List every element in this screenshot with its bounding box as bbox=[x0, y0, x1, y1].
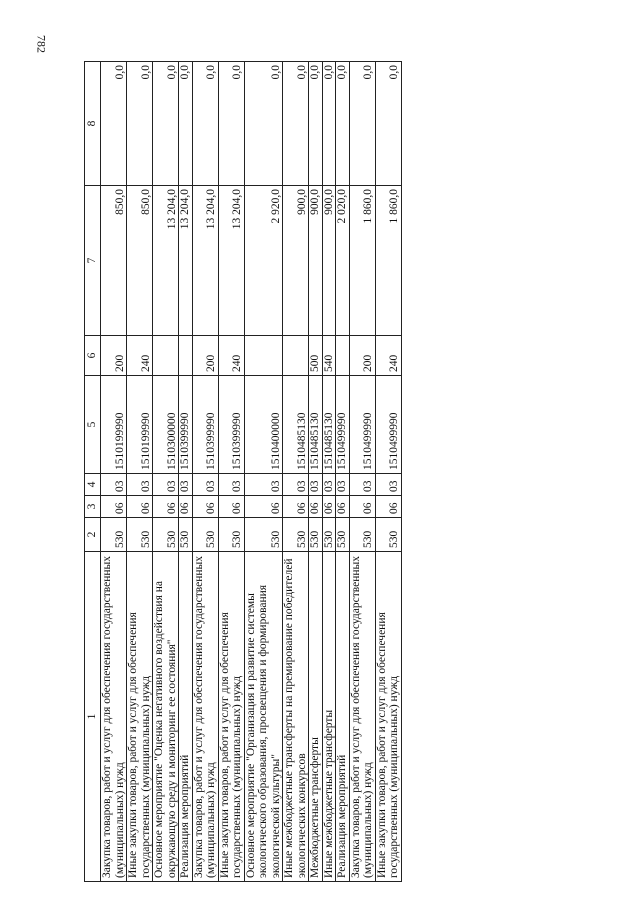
cell-col-6: 200 bbox=[192, 336, 218, 376]
cell-col-5: 1510199990 bbox=[101, 376, 127, 474]
row-name: Закупка товаров, работ и услуг для обеспечения государственных (муниципальных) нужд bbox=[101, 552, 127, 882]
table-row bbox=[322, 62, 336, 882]
cell-col-2: 530 bbox=[283, 518, 309, 552]
cell-col-2: 530 bbox=[336, 518, 350, 552]
cell-col-8: 0,0 bbox=[322, 62, 336, 186]
cell-col-3: 06 bbox=[322, 496, 336, 518]
row-name: Закупка товаров, работ и услуг для обеспечения государственных (муниципальных) нужд bbox=[349, 552, 375, 882]
cell-col-4: 03 bbox=[153, 474, 179, 496]
cell-col-6: 540 bbox=[322, 336, 336, 376]
cell-col-3: 06 bbox=[375, 496, 401, 518]
cell-col-6: 240 bbox=[127, 336, 153, 376]
header-col-1: 1 bbox=[85, 552, 101, 882]
cell-col-4: 03 bbox=[309, 474, 323, 496]
cell-col-3: 06 bbox=[127, 496, 153, 518]
header-col-3: 3 bbox=[85, 496, 101, 518]
cell-col-5: 1510485130 bbox=[322, 376, 336, 474]
table-row bbox=[101, 62, 127, 882]
cell-col-4: 03 bbox=[336, 474, 350, 496]
cell-col-5: 1510300000 bbox=[153, 376, 179, 474]
cell-col-6: 200 bbox=[349, 336, 375, 376]
cell-col-5: 1510485130 bbox=[309, 376, 323, 474]
header-col-8: 8 bbox=[85, 62, 101, 186]
cell-col-7: 2 020,0 bbox=[336, 186, 350, 336]
cell-col-8: 0,0 bbox=[101, 62, 127, 186]
table-row bbox=[283, 62, 309, 882]
table-row bbox=[153, 62, 179, 882]
cell-col-2: 530 bbox=[101, 518, 127, 552]
cell-col-7: 13 204,0 bbox=[192, 186, 218, 336]
cell-col-7: 13 204,0 bbox=[179, 186, 193, 336]
row-name: Иные межбюджетные трансферты на премирование победителей экологических конкурсов bbox=[283, 552, 309, 882]
cell-col-5: 1510399990 bbox=[179, 376, 193, 474]
cell-col-7: 1 860,0 bbox=[375, 186, 401, 336]
cell-col-8: 0,0 bbox=[336, 62, 350, 186]
cell-col-3: 06 bbox=[244, 496, 283, 518]
cell-col-2: 530 bbox=[244, 518, 283, 552]
cell-col-8: 0,0 bbox=[153, 62, 179, 186]
header-row bbox=[85, 62, 101, 882]
cell-col-7: 900,0 bbox=[309, 186, 323, 336]
cell-col-6: 500 bbox=[309, 336, 323, 376]
cell-col-8: 0,0 bbox=[349, 62, 375, 186]
cell-col-5: 1510485130 bbox=[283, 376, 309, 474]
cell-col-7: 13 204,0 bbox=[153, 186, 179, 336]
row-name: Иные закупки товаров, работ и услуг для обеспечения государственных (муниципальных) нужд bbox=[375, 552, 401, 882]
cell-col-2: 530 bbox=[375, 518, 401, 552]
cell-col-4: 03 bbox=[375, 474, 401, 496]
cell-col-3: 06 bbox=[309, 496, 323, 518]
cell-col-2: 530 bbox=[322, 518, 336, 552]
cell-col-6: 200 bbox=[101, 336, 127, 376]
cell-col-3: 06 bbox=[101, 496, 127, 518]
cell-col-6 bbox=[179, 336, 193, 376]
cell-col-3: 06 bbox=[349, 496, 375, 518]
cell-col-2: 530 bbox=[153, 518, 179, 552]
row-name: Закупка товаров, работ и услуг для обеспечения государственных (муниципальных) нужд bbox=[192, 552, 218, 882]
cell-col-8: 0,0 bbox=[218, 62, 244, 186]
rotated-table-container bbox=[84, 62, 564, 882]
cell-col-4: 03 bbox=[322, 474, 336, 496]
row-name: Основное мероприятие "Оценка негативного воздействия на окружающую среду и мониторинг ее состояния" bbox=[153, 552, 179, 882]
cell-col-8: 0,0 bbox=[192, 62, 218, 186]
cell-col-6 bbox=[153, 336, 179, 376]
cell-col-4: 03 bbox=[218, 474, 244, 496]
budget-table bbox=[84, 61, 402, 882]
cell-col-7: 900,0 bbox=[322, 186, 336, 336]
cell-col-5: 1510199990 bbox=[127, 376, 153, 474]
cell-col-4: 03 bbox=[127, 474, 153, 496]
cell-col-8: 0,0 bbox=[309, 62, 323, 186]
cell-col-7: 850,0 bbox=[127, 186, 153, 336]
header-col-7: 7 bbox=[85, 186, 101, 336]
row-name: Иные закупки товаров, работ и услуг для обеспечения государственных (муниципальных) нужд bbox=[218, 552, 244, 882]
table-row bbox=[192, 62, 218, 882]
row-name: Реализация мероприятий bbox=[336, 552, 350, 882]
cell-col-3: 06 bbox=[218, 496, 244, 518]
cell-col-7: 13 204,0 bbox=[218, 186, 244, 336]
cell-col-6: 240 bbox=[218, 336, 244, 376]
row-name: Межбюджетные трансферты bbox=[309, 552, 323, 882]
cell-col-2: 530 bbox=[192, 518, 218, 552]
cell-col-5: 1510499990 bbox=[349, 376, 375, 474]
table-row bbox=[244, 62, 283, 882]
cell-col-5: 1510499990 bbox=[336, 376, 350, 474]
cell-col-8: 0,0 bbox=[179, 62, 193, 186]
cell-col-4: 03 bbox=[244, 474, 283, 496]
row-name: Иные закупки товаров, работ и услуг для обеспечения государственных (муниципальных) нужд bbox=[127, 552, 153, 882]
cell-col-7: 850,0 bbox=[101, 186, 127, 336]
table-row bbox=[179, 62, 193, 882]
cell-col-3: 06 bbox=[153, 496, 179, 518]
cell-col-5: 1510400000 bbox=[244, 376, 283, 474]
cell-col-5: 1510399990 bbox=[218, 376, 244, 474]
header-col-4: 4 bbox=[85, 474, 101, 496]
cell-col-6: 240 bbox=[375, 336, 401, 376]
cell-col-2: 530 bbox=[127, 518, 153, 552]
cell-col-3: 06 bbox=[283, 496, 309, 518]
cell-col-2: 530 bbox=[179, 518, 193, 552]
row-name: Основное мероприятие "Организация и развитие системы экологического образования, просвещения и формирования экологической культуры" bbox=[244, 552, 283, 882]
cell-col-2: 530 bbox=[309, 518, 323, 552]
cell-col-3: 06 bbox=[336, 496, 350, 518]
cell-col-5: 1510499990 bbox=[375, 376, 401, 474]
cell-col-6 bbox=[336, 336, 350, 376]
cell-col-2: 530 bbox=[218, 518, 244, 552]
header-col-2: 2 bbox=[85, 518, 101, 552]
cell-col-8: 0,0 bbox=[283, 62, 309, 186]
table-row bbox=[375, 62, 401, 882]
cell-col-7: 2 920,0 bbox=[244, 186, 283, 336]
page-number: 782 bbox=[34, 35, 49, 53]
cell-col-2: 530 bbox=[349, 518, 375, 552]
header-col-5: 5 bbox=[85, 376, 101, 474]
cell-col-7: 900,0 bbox=[283, 186, 309, 336]
header-col-6: 6 bbox=[85, 336, 101, 376]
cell-col-3: 06 bbox=[179, 496, 193, 518]
cell-col-5: 1510399990 bbox=[192, 376, 218, 474]
table-row bbox=[336, 62, 350, 882]
row-name: Иные межбюджетные трансферты bbox=[322, 552, 336, 882]
cell-col-8: 0,0 bbox=[375, 62, 401, 186]
table-row bbox=[127, 62, 153, 882]
table-row bbox=[309, 62, 323, 882]
row-name: Реализация мероприятий bbox=[179, 552, 193, 882]
cell-col-6 bbox=[283, 336, 309, 376]
cell-col-4: 03 bbox=[179, 474, 193, 496]
cell-col-4: 03 bbox=[192, 474, 218, 496]
cell-col-7: 1 860,0 bbox=[349, 186, 375, 336]
cell-col-4: 03 bbox=[101, 474, 127, 496]
table-row bbox=[349, 62, 375, 882]
table-row bbox=[218, 62, 244, 882]
cell-col-4: 03 bbox=[283, 474, 309, 496]
cell-col-8: 0,0 bbox=[244, 62, 283, 186]
cell-col-8: 0,0 bbox=[127, 62, 153, 186]
cell-col-4: 03 bbox=[349, 474, 375, 496]
cell-col-6 bbox=[244, 336, 283, 376]
cell-col-3: 06 bbox=[192, 496, 218, 518]
